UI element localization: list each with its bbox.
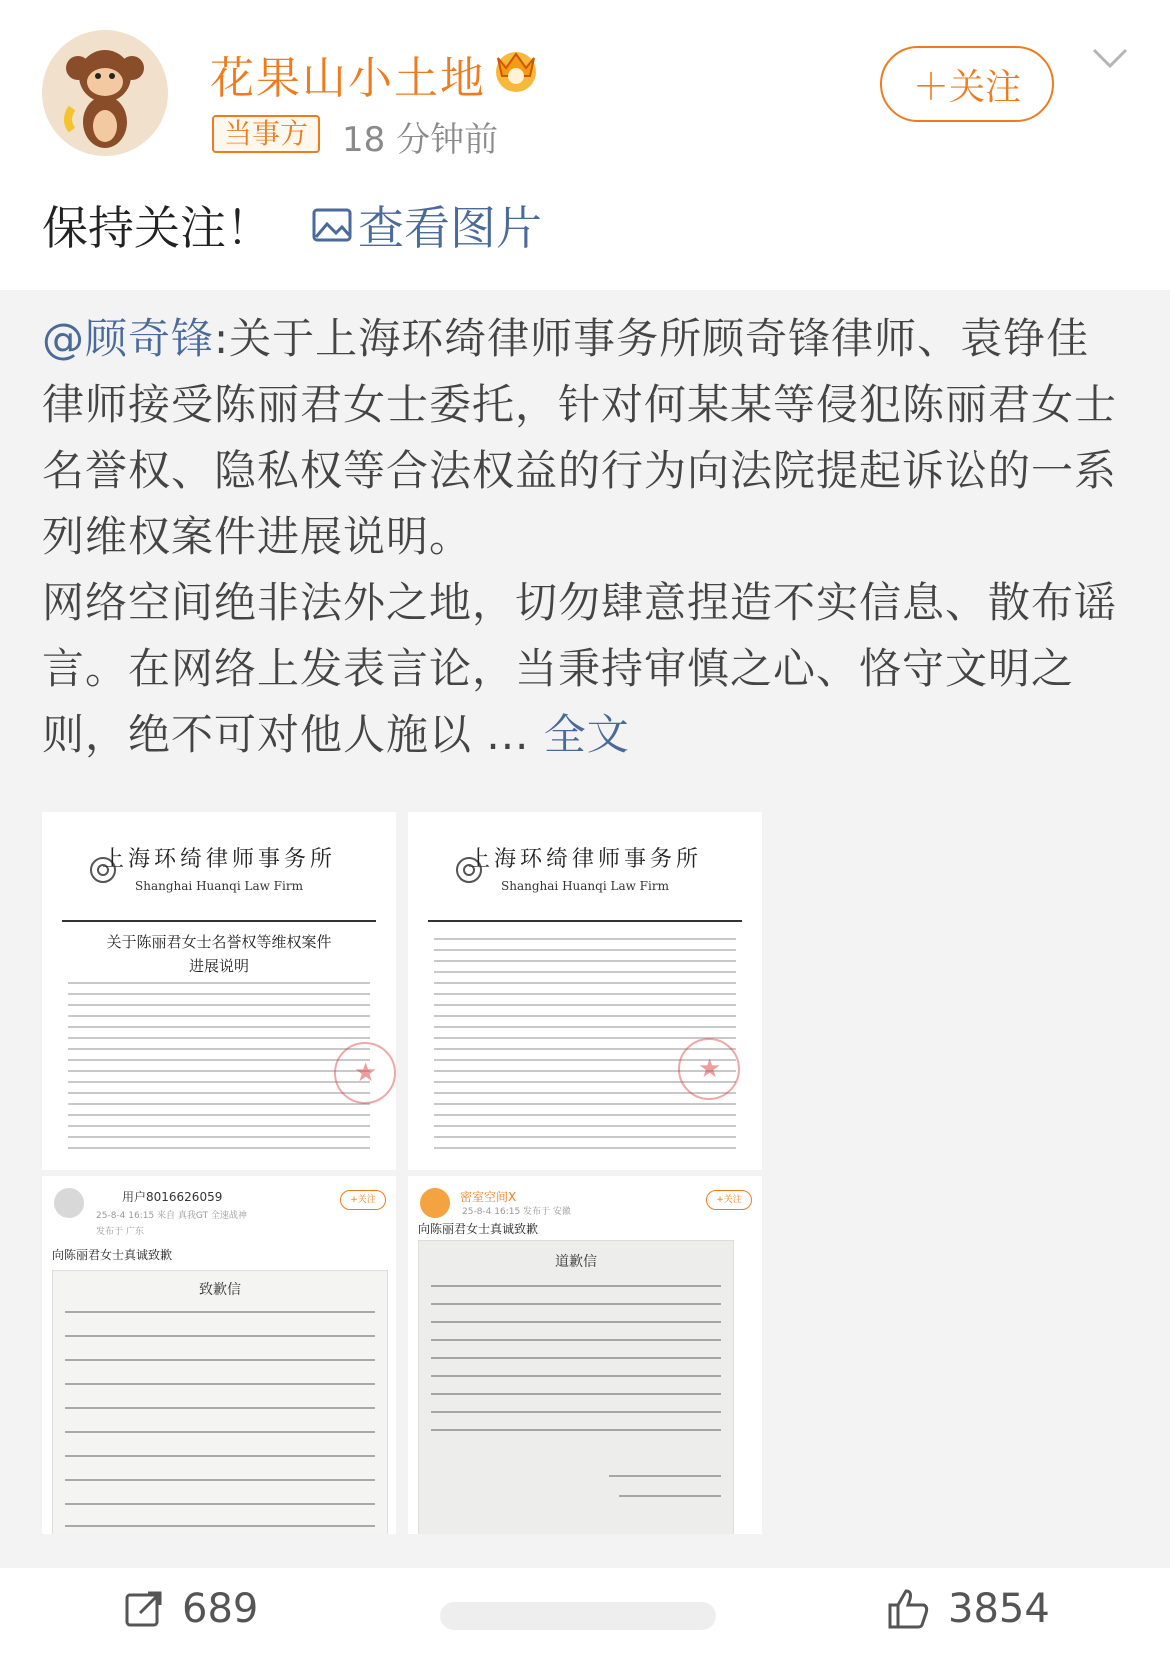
doc-title-line-1: 关于陈丽君女士名誉权等维权案件 xyxy=(106,933,332,951)
red-seal xyxy=(678,1038,740,1100)
post-header xyxy=(0,0,1170,290)
repost-body: :关于上海环绮律师事务所顾奇锋律师、袁铮佳律师接受陈丽君女士委托，针对何某某等侵犯陈丽君女士名誉权、隐私权等合法权益的行为向法院提起诉讼的一系列维权案件进展说明。 xyxy=(42,314,1118,561)
watermark-logo xyxy=(440,1598,716,1634)
doc-body-lines xyxy=(68,982,370,1158)
shot-meta: 25-8-4 16:15 来自 真我GT 全速战神 xyxy=(96,1211,247,1221)
post-body: 保持关注！ xyxy=(42,201,272,255)
like-count: 3854 xyxy=(948,1586,1050,1632)
view-images-link[interactable] xyxy=(312,192,542,258)
apology-letter-photo xyxy=(418,1240,734,1534)
role-badge: 当事方 xyxy=(212,115,320,153)
shot-avatar xyxy=(420,1188,450,1218)
doc-title-line-2: 进展说明 xyxy=(188,957,249,975)
mention-link[interactable]: @顾奇锋 xyxy=(42,314,215,363)
repost-count: 689 xyxy=(182,1586,259,1632)
repost-body-2: 网络空间绝非法外之地，切勿肆意捏造不实信息、散布谣言。在网络上发表言论，当秉持审慎之心、恪守文明之则，绝不可对他人施以 ... xyxy=(42,578,1118,759)
action-bar xyxy=(0,1568,1170,1658)
shot-title: 向陈丽君女士真诚致歉 xyxy=(52,1248,173,1262)
username[interactable]: 花果山小土地 xyxy=(210,53,486,104)
shot-follow: +关注 xyxy=(340,1190,386,1210)
user-avatar[interactable] xyxy=(42,30,168,156)
image-thumb-1[interactable] xyxy=(42,812,396,1170)
shot-username: 密室空间X xyxy=(460,1190,517,1204)
image-thumb-4[interactable] xyxy=(408,1176,762,1534)
firm-name-cn: 上海环绮律师事务所 xyxy=(101,847,336,872)
firm-name-en: Shanghai Huanqi Law Firm xyxy=(501,879,669,893)
repost-card[interactable] xyxy=(0,290,1170,1568)
like-icon xyxy=(886,1587,930,1631)
shot-meta: 25-8-4 16:15 发布于 安徽 xyxy=(462,1207,571,1217)
follow-button[interactable]: ＋关注 xyxy=(880,46,1054,122)
image-thumb-3[interactable] xyxy=(42,1176,396,1534)
doc-divider xyxy=(62,920,376,922)
doc-divider xyxy=(428,920,742,922)
post-text xyxy=(42,192,542,258)
full-text-link[interactable]: 全文 xyxy=(543,710,630,759)
monkey-avatar-icon xyxy=(42,30,168,156)
shot-avatar xyxy=(54,1188,84,1218)
doc-title xyxy=(42,930,396,978)
shot-username: 用户8016626059 xyxy=(122,1190,223,1204)
post-time: 18 分钟前 xyxy=(342,120,499,160)
shot-location: 发布于 广东 xyxy=(96,1227,144,1237)
like-button[interactable] xyxy=(886,1586,1050,1632)
firm-name-en: Shanghai Huanqi Law Firm xyxy=(135,879,303,893)
image-thumb-2[interactable] xyxy=(408,812,762,1170)
red-seal xyxy=(334,1042,396,1104)
firm-name-cn: 上海环绮律师事务所 xyxy=(467,847,702,872)
view-images-label: 查看图片 xyxy=(358,201,542,255)
repost-icon xyxy=(124,1589,164,1629)
repost-text xyxy=(42,306,1132,768)
shot-title: 向陈丽君女士真诚致歉 xyxy=(418,1222,539,1236)
chevron-down-icon[interactable] xyxy=(1090,44,1130,74)
vip-crown-icon xyxy=(488,44,544,94)
shot-follow: +关注 xyxy=(706,1190,752,1210)
letter-title: 致歉信 xyxy=(199,1282,241,1298)
apology-letter-photo xyxy=(52,1270,388,1534)
repost-button[interactable] xyxy=(124,1586,258,1632)
image-icon xyxy=(312,207,352,243)
letter-title: 道歉信 xyxy=(555,1254,597,1270)
